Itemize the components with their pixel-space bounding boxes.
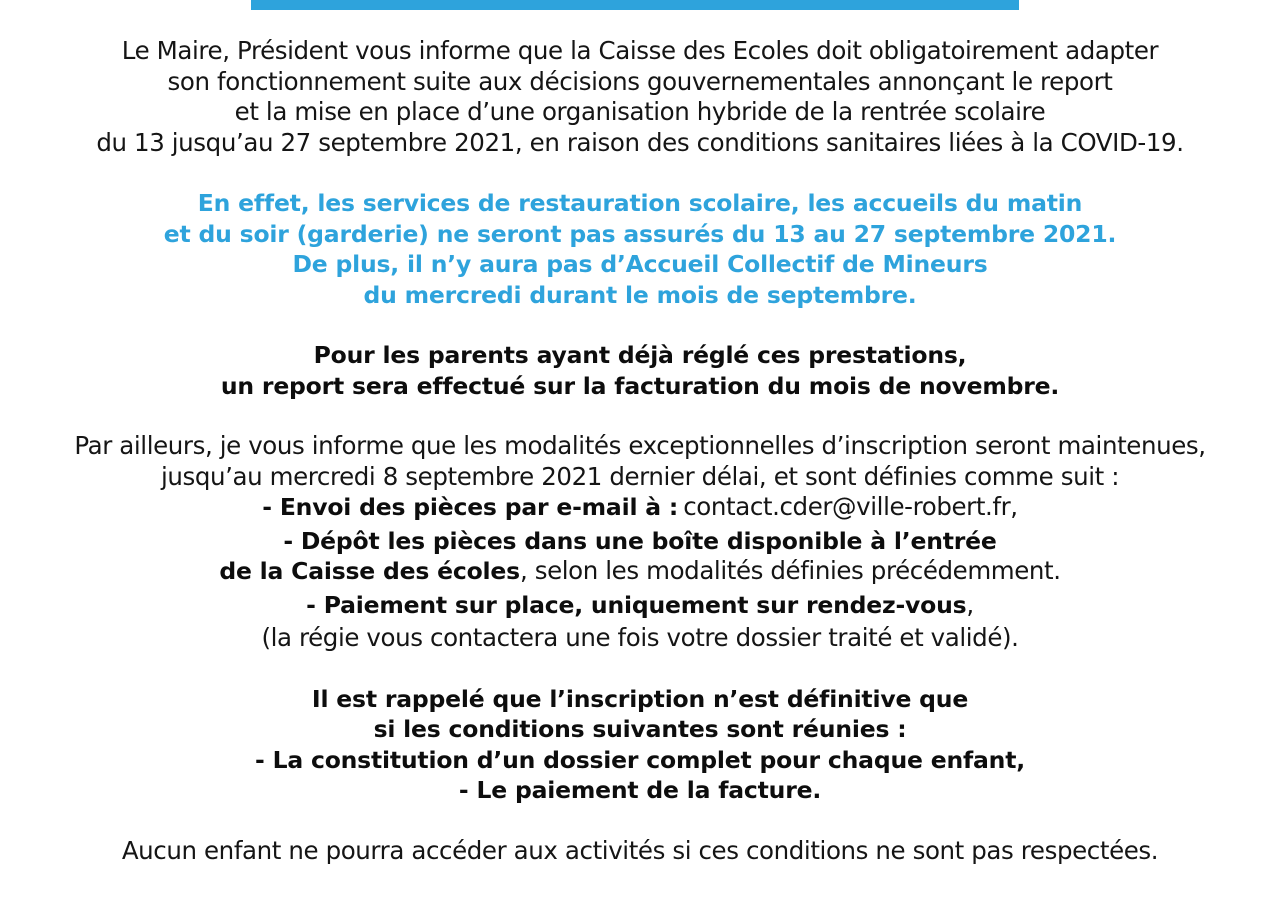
conditions-paragraph	[0, 684, 1280, 806]
notice-line-4: du mercredi durant le mois de septembre.	[363, 280, 917, 309]
warning-line-1: Aucun enfant ne pourra accéder aux activités si ces conditions ne sont pas respectées.	[121, 835, 1159, 865]
payment-item-comma: ,	[966, 589, 974, 619]
top-banner	[251, 0, 1019, 10]
dropbox-rest: , selon les modalités définies précédemment.	[519, 556, 1061, 585]
payment-item-label: - Paiement sur place, uniquement sur rendez-vous	[306, 590, 967, 619]
refund-line-1: Pour les parents ayant déjà réglé ces prestations,	[313, 341, 967, 369]
conditions-item-2: - Le paiement de la facture.	[458, 776, 822, 804]
email-item-label: - Envoi des pièces par e-mail à :	[262, 493, 679, 521]
notice-line-1: En effet, les services de restauration scolaire, les accueils du matin	[197, 189, 1083, 217]
registration-paragraph	[0, 431, 1280, 654]
registration-item-payment	[0, 590, 1280, 624]
dropbox-location: de la Caisse des écoles	[219, 557, 520, 585]
conditions-line-2: si les conditions suivantes sont réunies :	[373, 715, 907, 743]
notice-document	[0, 36, 1280, 866]
service-notice-paragraph	[0, 188, 1280, 310]
warning-paragraph	[0, 836, 1280, 867]
intro-line-4: du 13 jusqu’au 27 septembre 2021, en raison des conditions sanitaires liées à la COVID-19.	[96, 127, 1184, 157]
registration-line-2: jusqu’au mercredi 8 septembre 2021 dernier délai, et sont définies comme suit :	[160, 461, 1120, 491]
intro-line-3: et la mise en place d’une organisation hybride de la rentrée scolaire	[234, 97, 1046, 126]
refund-line-2: un report sera effectué sur la facturation du mois de novembre.	[220, 371, 1060, 400]
refund-paragraph	[0, 340, 1280, 401]
registration-line-1: Par ailleurs, je vous informe que les modalités exceptionnelles d’inscription seront maintenues,	[74, 431, 1206, 460]
intro-line-1: Le Maire, Président vous informe que la Caisse des Ecoles doit obligatoirement adapter	[121, 36, 1159, 65]
registration-item-dropbox-b	[0, 556, 1280, 590]
conditions-item-1: - La constitution d’un dossier complet pour chaque enfant,	[255, 745, 1025, 774]
notice-line-2: et du soir (garderie) ne seront pas assurés du 13 au 27 septembre 2021.	[163, 219, 1117, 248]
registration-item-email	[0, 492, 1280, 526]
payment-note: (la régie vous contactera une fois votre dossier traité et validé).	[261, 623, 1019, 652]
contact-email-link[interactable]: contact.cder@ville-robert.fr,	[683, 492, 1018, 521]
conditions-line-1: Il est rappelé que l’inscription n’est définitive que	[311, 684, 969, 713]
intro-paragraph	[0, 36, 1280, 158]
registration-item-dropbox-a: - Dépôt les pièces dans une boîte disponible à l’entrée	[283, 526, 997, 555]
notice-line-3: De plus, il n’y aura pas d’Accueil Collectif de Mineurs	[292, 250, 988, 278]
intro-line-2: son fonctionnement suite aux décisions gouvernementales annonçant le report	[167, 66, 1113, 96]
